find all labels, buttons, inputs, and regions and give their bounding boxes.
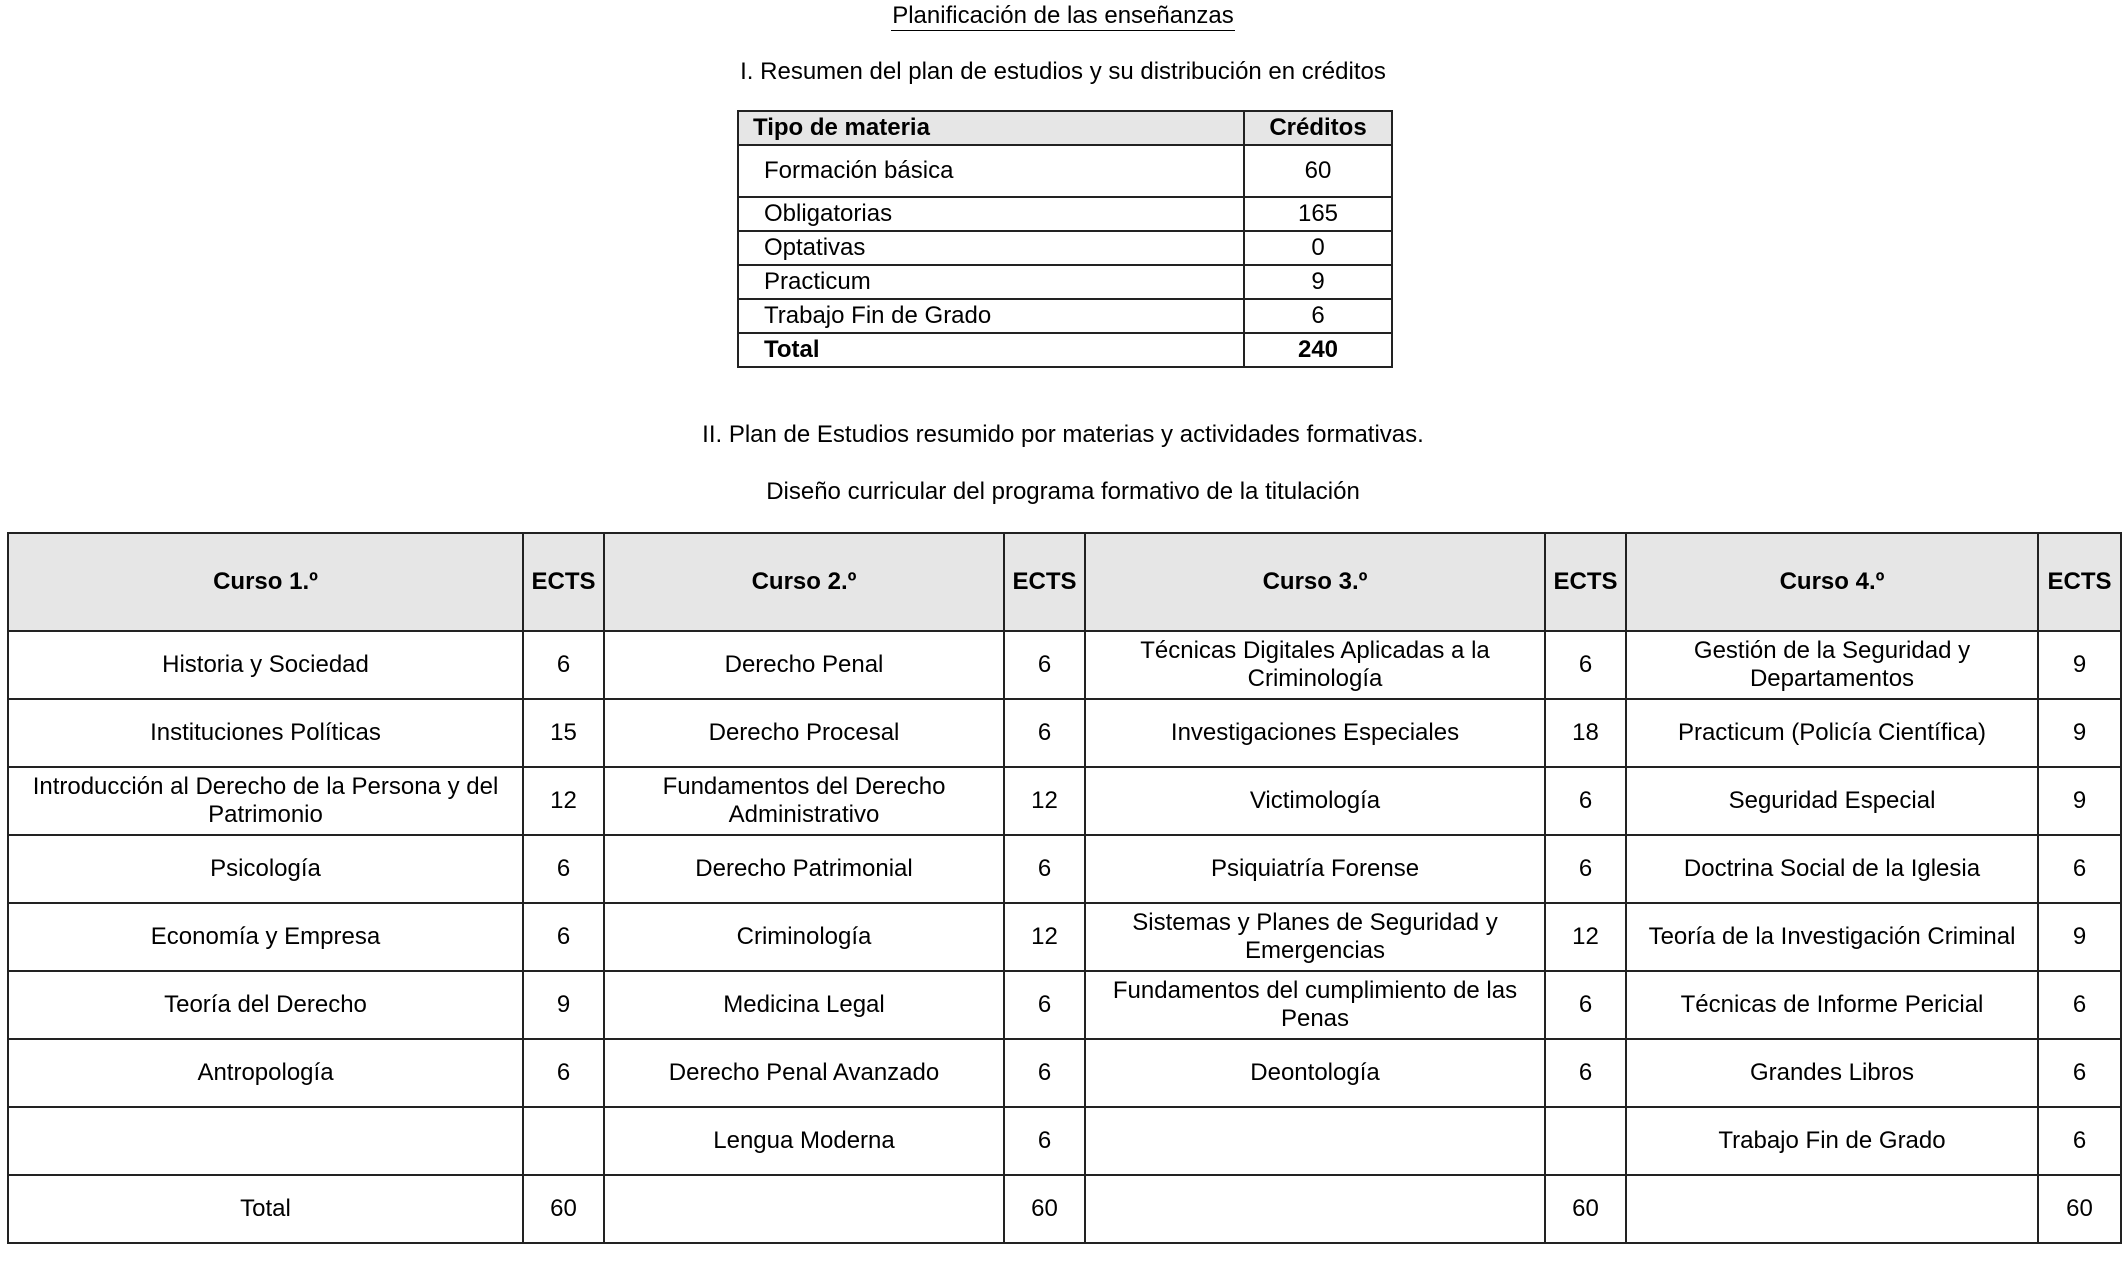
subject-course-4: Gestión de la Seguridad y Departamentos [1626, 631, 2038, 699]
summary-type-cell: Practicum [738, 265, 1244, 299]
ects-course-4: 9 [2038, 767, 2121, 835]
subject-course-1: Psicología [8, 835, 523, 903]
section-1-heading: I. Resumen del plan de estudios y su distribución en créditos [740, 58, 1386, 85]
ects-course-2: 60 [1004, 1175, 1085, 1243]
summary-header-row [738, 111, 1392, 145]
subject-course-3: Victimología [1085, 767, 1545, 835]
subject-course-3: Investigaciones Especiales [1085, 699, 1545, 767]
header-ects-3: ECTS [1545, 533, 1626, 631]
summary-row [738, 145, 1392, 197]
subject-course-3 [1085, 1107, 1545, 1175]
ects-course-3: 60 [1545, 1175, 1626, 1243]
subject-course-2: Medicina Legal [604, 971, 1004, 1039]
header-course-1: Curso 1.º [8, 533, 523, 631]
subject-course-3: Deontología [1085, 1039, 1545, 1107]
ects-course-3: 6 [1545, 835, 1626, 903]
curriculum-header-row [8, 533, 2121, 631]
subject-course-4: Teoría de la Investigación Criminal [1626, 903, 2038, 971]
ects-course-4: 9 [2038, 903, 2121, 971]
summary-header-type: Tipo de materia [738, 111, 1244, 145]
summary-row [738, 265, 1392, 299]
document-title-text: Planificación de las enseñanzas [892, 2, 1234, 29]
subject-course-2 [604, 1175, 1004, 1243]
ects-course-1: 12 [523, 767, 604, 835]
ects-course-1: 6 [523, 835, 604, 903]
subject-course-1: Antropología [8, 1039, 523, 1107]
ects-course-4: 6 [2038, 971, 2121, 1039]
subject-course-1: Historia y Sociedad [8, 631, 523, 699]
ects-course-2: 12 [1004, 903, 1085, 971]
subject-course-1: Instituciones Políticas [8, 699, 523, 767]
curriculum-row [8, 631, 2121, 699]
curriculum-row [8, 1107, 2121, 1175]
curriculum-row [8, 767, 2121, 835]
summary-credits-cell: 9 [1244, 265, 1392, 299]
ects-course-2: 6 [1004, 835, 1085, 903]
document-title [0, 0, 2126, 32]
ects-course-3: 6 [1545, 631, 1626, 699]
ects-course-2: 6 [1004, 699, 1085, 767]
subject-course-3: Fundamentos del cumplimiento de las Penas [1085, 971, 1545, 1039]
subject-course-2: Derecho Penal [604, 631, 1004, 699]
summary-total-label: Total [738, 333, 1244, 367]
subject-course-4: Practicum (Policía Científica) [1626, 699, 2038, 767]
summary-header-credits: Créditos [1244, 111, 1392, 145]
subject-course-4: Grandes Libros [1626, 1039, 2038, 1107]
subject-course-4: Trabajo Fin de Grado [1626, 1107, 2038, 1175]
ects-course-2: 6 [1004, 1107, 1085, 1175]
subject-course-2: Criminología [604, 903, 1004, 971]
subject-course-3: Técnicas Digitales Aplicadas a la Criminología [1085, 631, 1545, 699]
header-ects-4: ECTS [2038, 533, 2121, 631]
summary-credits-cell: 0 [1244, 231, 1392, 265]
subject-course-4 [1626, 1175, 2038, 1243]
subject-course-3: Sistemas y Planes de Seguridad y Emergencias [1085, 903, 1545, 971]
ects-course-4: 6 [2038, 835, 2121, 903]
ects-course-3: 12 [1545, 903, 1626, 971]
summary-type-cell: Obligatorias [738, 197, 1244, 231]
subject-course-1: Economía y Empresa [8, 903, 523, 971]
ects-course-4: 6 [2038, 1107, 2121, 1175]
subject-course-3 [1085, 1175, 1545, 1243]
subject-course-2: Derecho Patrimonial [604, 835, 1004, 903]
ects-course-4: 6 [2038, 1039, 2121, 1107]
subject-course-1: Teoría del Derecho [8, 971, 523, 1039]
ects-course-1: 9 [523, 971, 604, 1039]
ects-course-1: 15 [523, 699, 604, 767]
ects-course-1: 6 [523, 631, 604, 699]
ects-course-3: 6 [1545, 767, 1626, 835]
subject-course-1: Introducción al Derecho de la Persona y del Patrimonio [8, 767, 523, 835]
summary-type-cell: Formación básica [738, 145, 1244, 197]
summary-row [738, 231, 1392, 265]
ects-course-2: 12 [1004, 767, 1085, 835]
summary-credits-cell: 60 [1244, 145, 1392, 197]
summary-type-cell: Optativas [738, 231, 1244, 265]
subject-course-4: Seguridad Especial [1626, 767, 2038, 835]
ects-course-1 [523, 1107, 604, 1175]
ects-course-4: 9 [2038, 631, 2121, 699]
summary-credits-cell: 6 [1244, 299, 1392, 333]
subject-course-2: Derecho Penal Avanzado [604, 1039, 1004, 1107]
subject-course-3: Psiquiatría Forense [1085, 835, 1545, 903]
subject-course-1 [8, 1107, 523, 1175]
ects-course-1: 6 [523, 1039, 604, 1107]
header-course-2: Curso 2.º [604, 533, 1004, 631]
curriculum-table [7, 532, 2122, 1244]
ects-course-2: 6 [1004, 1039, 1085, 1107]
subject-course-4: Técnicas de Informe Pericial [1626, 971, 2038, 1039]
section-2-subheading: Diseño curricular del programa formativo de la titulación [766, 478, 1360, 505]
section-2-heading: II. Plan de Estudios resumido por materias y actividades formativas. [702, 421, 1424, 448]
subject-course-2: Lengua Moderna [604, 1107, 1004, 1175]
ects-course-2: 6 [1004, 971, 1085, 1039]
header-ects-1: ECTS [523, 533, 604, 631]
subject-course-2: Fundamentos del Derecho Administrativo [604, 767, 1004, 835]
curriculum-row [8, 1039, 2121, 1107]
credits-summary-table [737, 110, 1393, 368]
curriculum-body [8, 631, 2121, 1243]
curriculum-total-row [8, 1175, 2121, 1243]
ects-course-4: 60 [2038, 1175, 2121, 1243]
ects-course-1: 60 [523, 1175, 604, 1243]
header-ects-2: ECTS [1004, 533, 1085, 631]
ects-course-1: 6 [523, 903, 604, 971]
ects-course-3: 18 [1545, 699, 1626, 767]
curriculum-row [8, 903, 2121, 971]
summary-type-cell: Trabajo Fin de Grado [738, 299, 1244, 333]
summary-row [738, 299, 1392, 333]
subject-course-4: Doctrina Social de la Iglesia [1626, 835, 2038, 903]
summary-total-row [738, 333, 1392, 367]
subject-course-1: Total [8, 1175, 523, 1243]
curriculum-row [8, 835, 2121, 903]
subject-course-2: Derecho Procesal [604, 699, 1004, 767]
header-course-3: Curso 3.º [1085, 533, 1545, 631]
summary-row [738, 197, 1392, 231]
header-course-4: Curso 4.º [1626, 533, 2038, 631]
curriculum-row [8, 699, 2121, 767]
summary-credits-cell: 165 [1244, 197, 1392, 231]
curriculum-row [8, 971, 2121, 1039]
ects-course-3 [1545, 1107, 1626, 1175]
ects-course-3: 6 [1545, 971, 1626, 1039]
ects-course-2: 6 [1004, 631, 1085, 699]
summary-total-value: 240 [1244, 333, 1392, 367]
ects-course-4: 9 [2038, 699, 2121, 767]
ects-course-3: 6 [1545, 1039, 1626, 1107]
